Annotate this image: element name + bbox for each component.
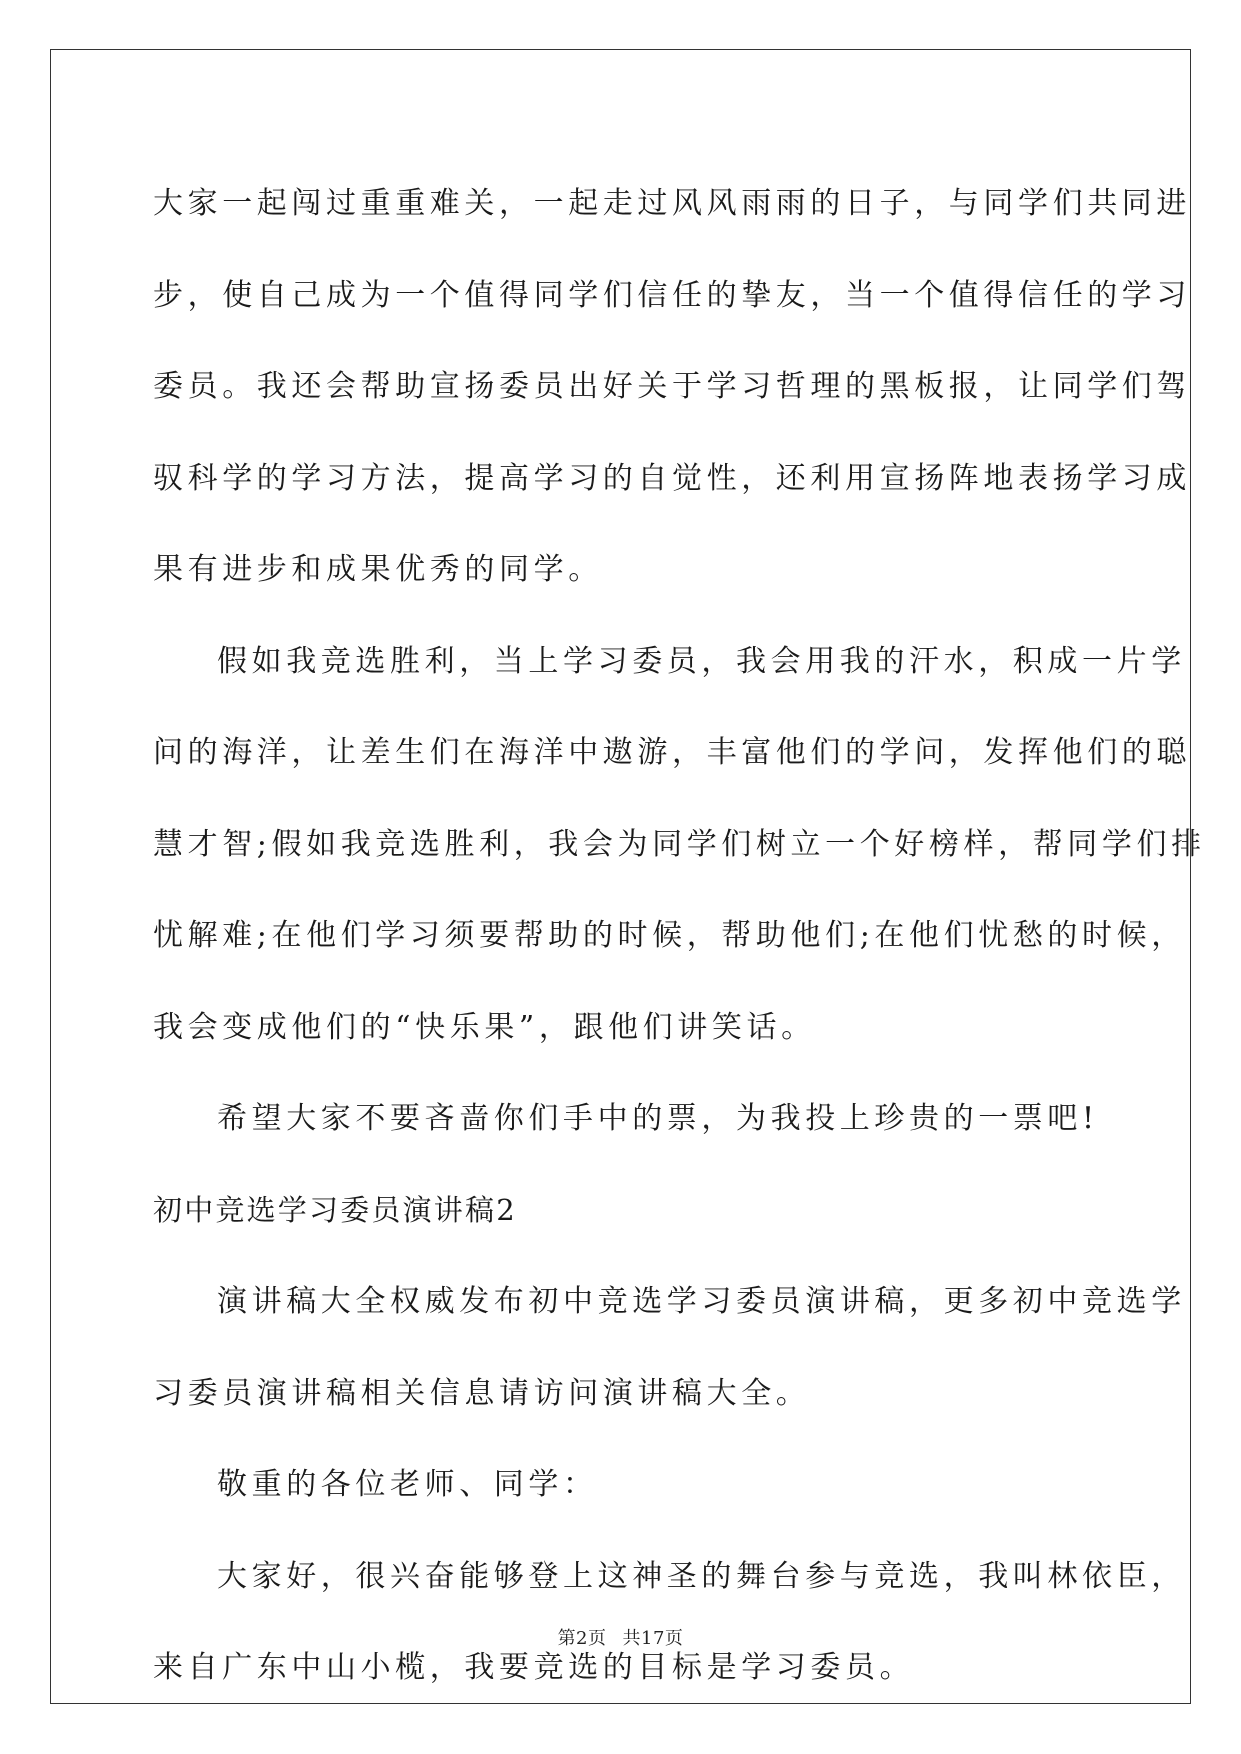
- paragraph-line: 果有进步和成果优秀的同学。: [153, 552, 603, 587]
- paragraph-line: 我会变成他们的“快乐果”，跟他们讲笑话。: [153, 1009, 816, 1045]
- paragraph-line: 步，使自己成为一个值得同学们信任的挚友，当一个值得信任的学习: [153, 277, 1191, 313]
- paragraph-line: 假如我竞选胜利，当上学习委员，我会用我的汗水，积成一片学: [217, 643, 1186, 679]
- paragraph-line: 习委员演讲稿相关信息请访问演讲稿大全。: [153, 1375, 811, 1411]
- paragraph-line: 大家好，很兴奋能够登上这神圣的舞台参与竞选，我叫林依臣，: [217, 1558, 1186, 1594]
- paragraph-line: 大家一起闯过重重难关，一起走过风风雨雨的日子，与同学们共同进: [153, 186, 1191, 221]
- paragraph-line: 来自广东中山小榄，我要竞选的目标是学习委员。: [153, 1650, 915, 1685]
- salutation-line: 敬重的各位老师、同学：: [217, 1467, 598, 1502]
- section-heading: 初中竞选学习委员演讲稿2: [153, 1192, 517, 1227]
- paragraph-line: 忧解难;在他们学习须要帮助的时候，帮助他们;在他们忧愁的时候，: [153, 918, 1186, 953]
- paragraph-line: 慧才智;假如我竞选胜利，我会为同学们树立一个好榜样，帮同学们排: [153, 826, 1206, 862]
- paragraph-line: 驭科学的学习方法，提高学习的自觉性，还利用宣扬阵地表扬学习成: [153, 460, 1191, 496]
- document-body: [153, 158, 1206, 1714]
- page-footer: [0, 1624, 1241, 1650]
- paragraph-line: 演讲稿大全权威发布初中竞选学习委员演讲稿，更多初中竞选学: [217, 1284, 1186, 1319]
- paragraph-line: 问的海洋，让差生们在海洋中遨游，丰富他们的学问，发挥他们的聪: [153, 735, 1191, 770]
- page-total: 共17页: [622, 1628, 684, 1649]
- paragraph-line: 希望大家不要吝啬你们手中的票，为我投上珍贵的一票吧!: [217, 1101, 1099, 1136]
- page-number: 第2页: [557, 1628, 607, 1649]
- paragraph-line: 委员。我还会帮助宣扬委员出好关于学习哲理的黑板报，让同学们驾: [153, 369, 1191, 404]
